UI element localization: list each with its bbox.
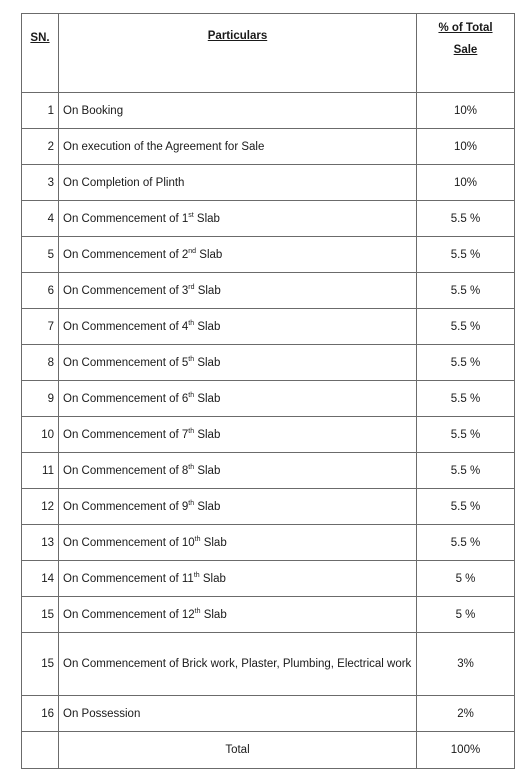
cell-sn: 16 [22,696,59,732]
cell-percent: 5.5 % [417,201,515,237]
cell-percent: 10% [417,129,515,165]
ordinal-suffix: nd [188,248,197,256]
cell-percent: 2% [417,696,515,732]
particulars-text-suffix: Slab [194,500,221,513]
cell-particulars [59,417,417,453]
cell-sn: 1 [22,93,59,129]
particulars-text: On Commencement of 7 [63,428,189,441]
ordinal-suffix: th [193,572,200,580]
cell-particulars [59,273,417,309]
ordinal-suffix: th [188,320,195,328]
particulars-text-suffix: Slab [194,284,221,297]
ordinal-suffix: th [188,428,195,436]
table-header-row [22,14,515,93]
ordinal-suffix: rd [188,284,195,292]
cell-sn: 15 [22,597,59,633]
cell-sn: 14 [22,561,59,597]
cell-particulars: On execution of the Agreement for Sale [59,129,417,165]
particulars-text-suffix: Slab [194,356,221,369]
header-particulars-label: Particulars [207,30,268,42]
cell-sn: 13 [22,525,59,561]
total-cell-empty [22,732,59,769]
cell-percent: 5.5 % [417,309,515,345]
table-row [22,381,515,417]
particulars-text: On Commencement of 11 [63,572,194,585]
cell-percent: 5.5 % [417,273,515,309]
cell-particulars [59,561,417,597]
table-row [22,696,515,732]
cell-sn: 6 [22,273,59,309]
ordinal-suffix: th [194,536,201,544]
cell-sn: 11 [22,453,59,489]
total-row [22,732,515,769]
cell-particulars [59,597,417,633]
particulars-text-suffix: Slab [200,608,227,621]
table-row [22,129,515,165]
cell-particulars [59,201,417,237]
cell-percent: 5.5 % [417,417,515,453]
table-row [22,525,515,561]
table-row [22,453,515,489]
cell-particulars [59,381,417,417]
cell-particulars: On Completion of Plinth [59,165,417,201]
particulars-text-suffix: Slab [194,464,221,477]
particulars-text: On Commencement of 12 [63,608,195,621]
cell-percent: 5 % [417,597,515,633]
cell-sn: 15 [22,633,59,696]
cell-percent: 5.5 % [417,525,515,561]
cell-particulars [59,525,417,561]
cell-percent: 5 % [417,561,515,597]
particulars-text: On Commencement of 8 [63,464,189,477]
total-label: Total [59,732,417,769]
particulars-text: On Commencement of 9 [63,500,189,513]
header-cell-sn [22,14,59,93]
cell-particulars: On Possession [59,696,417,732]
table-row [22,309,515,345]
cell-percent: 5.5 % [417,237,515,273]
particulars-text: On Commencement of 6 [63,392,189,405]
ordinal-suffix: st [188,212,194,220]
particulars-text-suffix: Slab [194,428,221,441]
cell-percent: 10% [417,165,515,201]
cell-particulars [59,453,417,489]
cell-sn: 2 [22,129,59,165]
particulars-text-suffix: Slab [199,572,226,585]
cell-sn: 8 [22,345,59,381]
cell-sn: 7 [22,309,59,345]
payment-schedule-table [21,13,515,769]
cell-sn: 5 [22,237,59,273]
ordinal-suffix: th [188,392,195,400]
cell-sn: 3 [22,165,59,201]
ordinal-suffix: th [188,464,195,472]
particulars-text: On Commencement of 4 [63,320,189,333]
header-sn-label: SN. [30,32,50,44]
header-cell-particulars [59,14,417,93]
header-percent-label-line1: % of Total [438,22,493,34]
cell-sn: 9 [22,381,59,417]
particulars-text: On Commencement of 10 [63,536,195,549]
cell-percent: 5.5 % [417,345,515,381]
particulars-text: On Commencement of 5 [63,356,189,369]
cell-particulars: On Booking [59,93,417,129]
table-row [22,201,515,237]
cell-percent: 5.5 % [417,489,515,525]
total-percent: 100% [417,732,515,769]
table-row [22,417,515,453]
particulars-text-suffix: Slab [200,536,227,549]
cell-percent: 3% [417,633,515,696]
particulars-text: On Commencement of 2 [63,248,189,261]
cell-sn: 4 [22,201,59,237]
cell-sn: 12 [22,489,59,525]
header-percent-label-line2: Sale [453,44,478,56]
cell-percent: 10% [417,93,515,129]
cell-particulars [59,345,417,381]
table-body [22,14,515,769]
table-row [22,633,515,696]
header-cell-percent [417,14,515,93]
cell-particulars: On Commencement of Brick work, Plaster, Plumbing, Electrical work [59,633,417,696]
ordinal-suffix: th [188,356,195,364]
cell-sn: 10 [22,417,59,453]
table-row [22,93,515,129]
particulars-text-suffix: Slab [193,212,220,225]
cell-particulars [59,237,417,273]
table-row [22,489,515,525]
cell-particulars [59,309,417,345]
table-row [22,561,515,597]
table-row [22,165,515,201]
particulars-text: On Commencement of 3 [63,284,189,297]
ordinal-suffix: th [194,608,201,616]
cell-percent: 5.5 % [417,453,515,489]
particulars-text: On Commencement of 1 [63,212,189,225]
table-row [22,597,515,633]
table-row [22,273,515,309]
table-row [22,237,515,273]
particulars-text-suffix: Slab [194,392,221,405]
cell-particulars [59,489,417,525]
table-row [22,345,515,381]
cell-percent: 5.5 % [417,381,515,417]
particulars-text-suffix: Slab [194,320,221,333]
particulars-text-suffix: Slab [196,248,223,261]
ordinal-suffix: th [188,500,195,508]
